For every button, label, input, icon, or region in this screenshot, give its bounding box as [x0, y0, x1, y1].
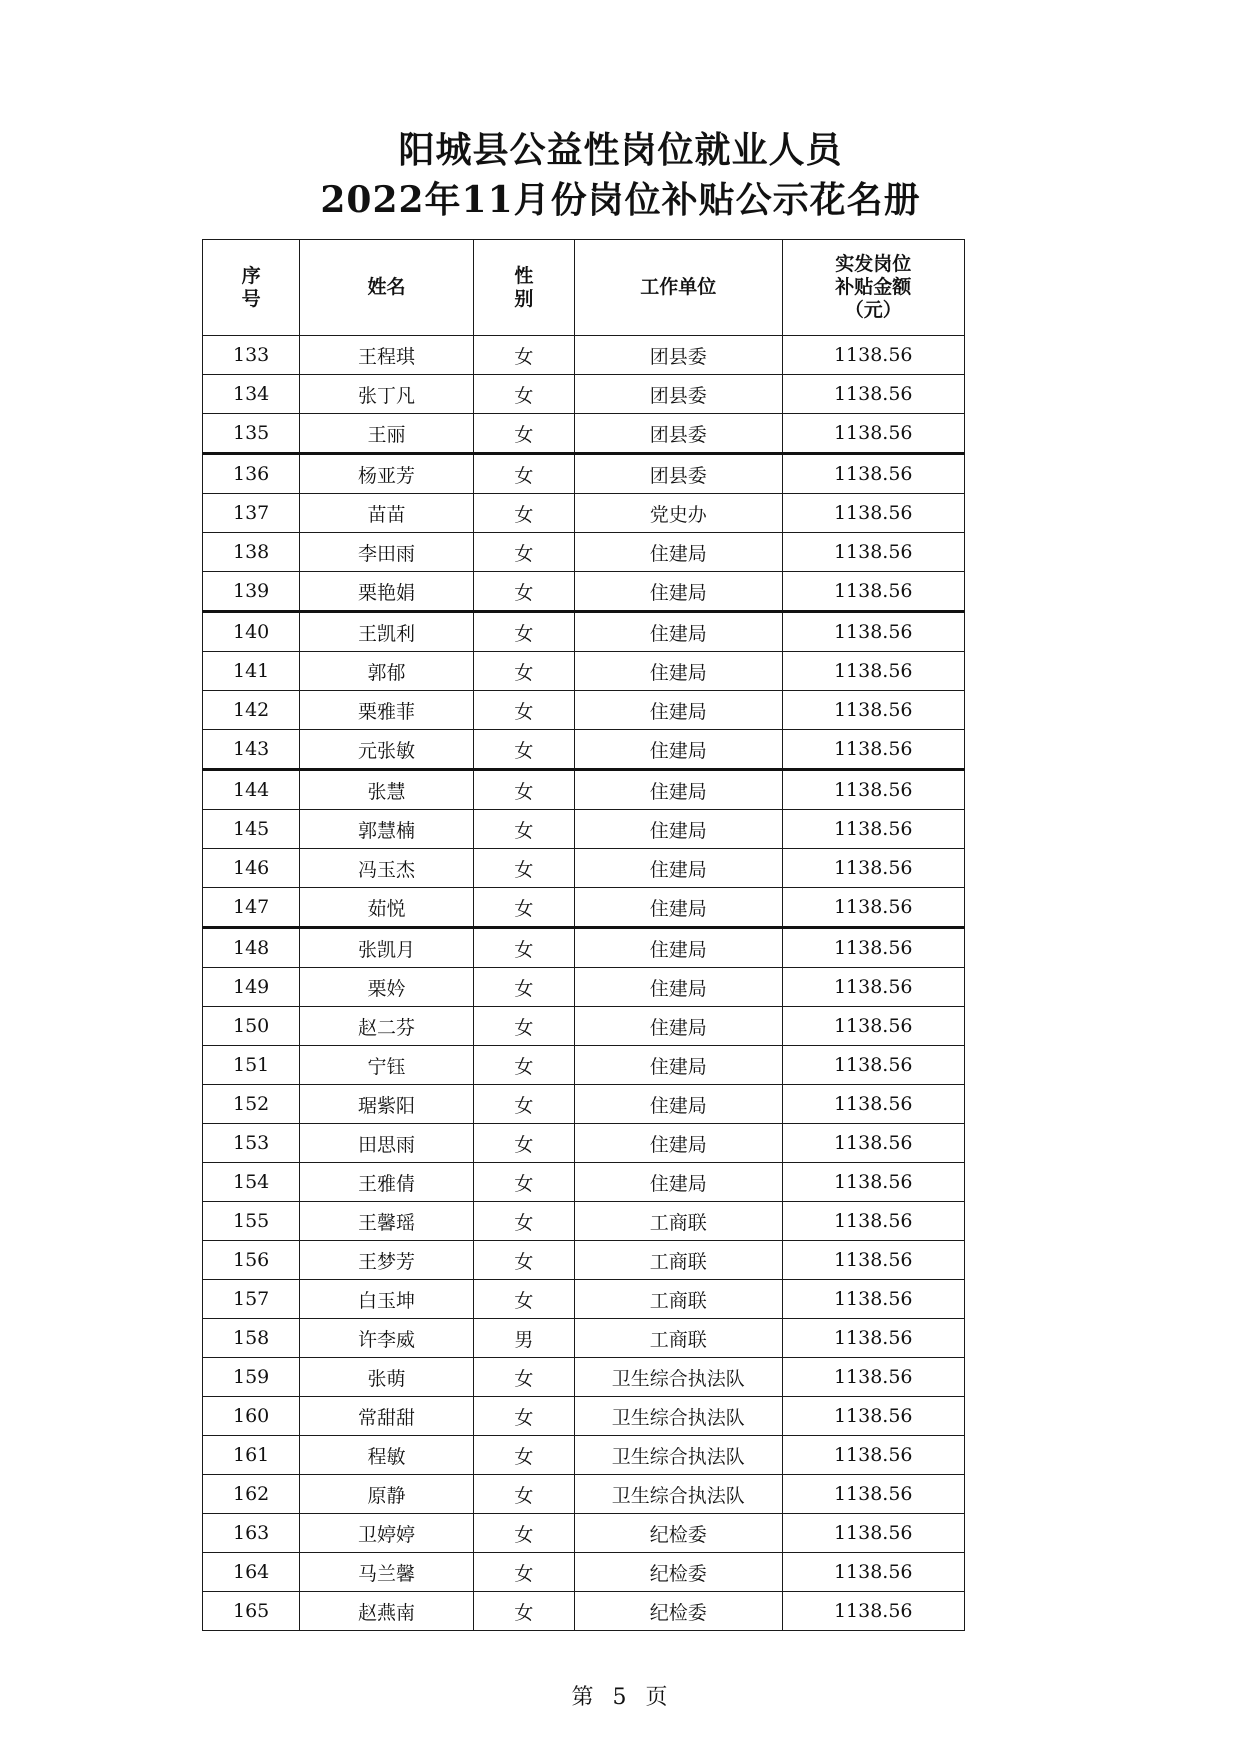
- cell-work-unit: 卫生综合执法队: [574, 1436, 782, 1475]
- header-amount-line2: 补贴金额: [835, 276, 912, 298]
- cell-name: 王雅倩: [300, 1163, 473, 1202]
- cell-serial-number: 165: [203, 1592, 300, 1631]
- cell-work-unit: 纪检委: [574, 1592, 782, 1631]
- cell-serial-number: 160: [203, 1397, 300, 1436]
- cell-name: 马兰馨: [300, 1553, 473, 1592]
- cell-work-unit: 住建局: [574, 533, 782, 572]
- cell-gender: 女: [473, 730, 574, 770]
- cell-work-unit: 纪检委: [574, 1514, 782, 1553]
- cell-work-unit: 住建局: [574, 1124, 782, 1163]
- cell-subsidy-amount: 1138.56: [782, 336, 965, 375]
- cell-subsidy-amount: 1138.56: [782, 1124, 965, 1163]
- table-row: [203, 612, 965, 652]
- cell-work-unit: 工商联: [574, 1202, 782, 1241]
- cell-gender: 女: [473, 1007, 574, 1046]
- cell-serial-number: 135: [203, 414, 300, 454]
- cell-name: 王凯利: [300, 612, 473, 652]
- cell-work-unit: 卫生综合执法队: [574, 1397, 782, 1436]
- cell-work-unit: 团县委: [574, 454, 782, 494]
- cell-name: 栗妗: [300, 968, 473, 1007]
- cell-gender: 女: [473, 1124, 574, 1163]
- cell-subsidy-amount: 1138.56: [782, 1046, 965, 1085]
- cell-subsidy-amount: 1138.56: [782, 1163, 965, 1202]
- cell-name: 茹悦: [300, 888, 473, 928]
- cell-name: 宁钰: [300, 1046, 473, 1085]
- cell-subsidy-amount: 1138.56: [782, 1007, 965, 1046]
- cell-name: 郭郁: [300, 652, 473, 691]
- table-row: [203, 1280, 965, 1319]
- header-subsidy-amount: [782, 240, 965, 336]
- table-row: [203, 1124, 965, 1163]
- cell-name: 田思雨: [300, 1124, 473, 1163]
- cell-work-unit: 住建局: [574, 888, 782, 928]
- table-row: [203, 1358, 965, 1397]
- cell-gender: 女: [473, 454, 574, 494]
- cell-serial-number: 161: [203, 1436, 300, 1475]
- cell-subsidy-amount: 1138.56: [782, 1319, 965, 1358]
- table-row: [203, 1553, 965, 1592]
- cell-serial-number: 141: [203, 652, 300, 691]
- cell-name: 原静: [300, 1475, 473, 1514]
- header-serial-line1: 序: [241, 264, 261, 287]
- cell-name: 王程琪: [300, 336, 473, 375]
- cell-work-unit: 住建局: [574, 1046, 782, 1085]
- cell-subsidy-amount: 1138.56: [782, 1397, 965, 1436]
- cell-name: 张丁凡: [300, 375, 473, 414]
- table-row: [203, 336, 965, 375]
- cell-serial-number: 134: [203, 375, 300, 414]
- document-title-line2: 2022年11月份岗位补贴公示花名册: [320, 179, 921, 221]
- cell-subsidy-amount: 1138.56: [782, 730, 965, 770]
- cell-serial-number: 155: [203, 1202, 300, 1241]
- cell-subsidy-amount: 1138.56: [782, 1592, 965, 1631]
- table-row: [203, 1085, 965, 1124]
- cell-gender: 女: [473, 612, 574, 652]
- table-row: [203, 1163, 965, 1202]
- document-title-line1: 阳城县公益性岗位就业人员: [398, 129, 843, 171]
- cell-subsidy-amount: 1138.56: [782, 652, 965, 691]
- cell-gender: 女: [473, 1085, 574, 1124]
- cell-serial-number: 159: [203, 1358, 300, 1397]
- cell-gender: 女: [473, 928, 574, 968]
- cell-name: 琚紫阳: [300, 1085, 473, 1124]
- cell-work-unit: 住建局: [574, 810, 782, 849]
- header-work-unit: 工作单位: [574, 240, 782, 336]
- cell-serial-number: 148: [203, 928, 300, 968]
- cell-gender: 女: [473, 1436, 574, 1475]
- cell-name: 杨亚芳: [300, 454, 473, 494]
- cell-gender: 女: [473, 1241, 574, 1280]
- cell-work-unit: 团县委: [574, 375, 782, 414]
- table-row: [203, 1397, 965, 1436]
- cell-gender: 女: [473, 1046, 574, 1085]
- cell-subsidy-amount: 1138.56: [782, 849, 965, 888]
- cell-work-unit: 住建局: [574, 691, 782, 730]
- header-name: 姓名: [300, 240, 473, 336]
- cell-serial-number: 152: [203, 1085, 300, 1124]
- cell-gender: 女: [473, 770, 574, 810]
- table-row: [203, 928, 965, 968]
- cell-subsidy-amount: 1138.56: [782, 888, 965, 928]
- cell-work-unit: 住建局: [574, 1163, 782, 1202]
- footer-suffix: 页: [645, 1685, 670, 1710]
- cell-serial-number: 150: [203, 1007, 300, 1046]
- cell-subsidy-amount: 1138.56: [782, 770, 965, 810]
- cell-serial-number: 142: [203, 691, 300, 730]
- table-row: [203, 1241, 965, 1280]
- cell-work-unit: 住建局: [574, 968, 782, 1007]
- cell-gender: 女: [473, 414, 574, 454]
- cell-subsidy-amount: 1138.56: [782, 1241, 965, 1280]
- table-row: [203, 572, 965, 612]
- cell-name: 元张敏: [300, 730, 473, 770]
- table-header-row: [203, 240, 965, 336]
- cell-name: 程敏: [300, 1436, 473, 1475]
- cell-serial-number: 136: [203, 454, 300, 494]
- cell-gender: 女: [473, 1475, 574, 1514]
- table-row: [203, 1319, 965, 1358]
- header-serial-number: [203, 240, 300, 336]
- table-row: [203, 1436, 965, 1475]
- cell-serial-number: 153: [203, 1124, 300, 1163]
- cell-name: 张凯月: [300, 928, 473, 968]
- cell-subsidy-amount: 1138.56: [782, 494, 965, 533]
- page-footer: [0, 1680, 1241, 1711]
- cell-subsidy-amount: 1138.56: [782, 1436, 965, 1475]
- cell-name: 李田雨: [300, 533, 473, 572]
- header-amount-line3: （元）: [844, 299, 902, 321]
- cell-name: 张慧: [300, 770, 473, 810]
- table-row: [203, 849, 965, 888]
- cell-work-unit: 住建局: [574, 770, 782, 810]
- footer-prefix: 第: [571, 1685, 596, 1710]
- cell-subsidy-amount: 1138.56: [782, 1280, 965, 1319]
- cell-subsidy-amount: 1138.56: [782, 414, 965, 454]
- cell-serial-number: 162: [203, 1475, 300, 1514]
- table-row: [203, 968, 965, 1007]
- cell-gender: 女: [473, 375, 574, 414]
- cell-gender: 男: [473, 1319, 574, 1358]
- roster-table: [202, 239, 965, 1631]
- table-row: [203, 1475, 965, 1514]
- cell-name: 冯玉杰: [300, 849, 473, 888]
- cell-work-unit: 纪检委: [574, 1553, 782, 1592]
- cell-subsidy-amount: 1138.56: [782, 1085, 965, 1124]
- cell-work-unit: 住建局: [574, 928, 782, 968]
- cell-subsidy-amount: 1138.56: [782, 928, 965, 968]
- cell-serial-number: 146: [203, 849, 300, 888]
- cell-serial-number: 164: [203, 1553, 300, 1592]
- cell-serial-number: 158: [203, 1319, 300, 1358]
- cell-work-unit: 住建局: [574, 849, 782, 888]
- cell-serial-number: 163: [203, 1514, 300, 1553]
- cell-subsidy-amount: 1138.56: [782, 810, 965, 849]
- table-row: [203, 414, 965, 454]
- cell-work-unit: 住建局: [574, 652, 782, 691]
- cell-serial-number: 145: [203, 810, 300, 849]
- cell-serial-number: 143: [203, 730, 300, 770]
- table-row: [203, 810, 965, 849]
- cell-work-unit: 党史办: [574, 494, 782, 533]
- cell-subsidy-amount: 1138.56: [782, 454, 965, 494]
- cell-gender: 女: [473, 691, 574, 730]
- cell-name: 常甜甜: [300, 1397, 473, 1436]
- table-row: [203, 888, 965, 928]
- cell-serial-number: 133: [203, 336, 300, 375]
- cell-gender: 女: [473, 336, 574, 375]
- cell-work-unit: 工商联: [574, 1241, 782, 1280]
- cell-gender: 女: [473, 652, 574, 691]
- cell-gender: 女: [473, 1592, 574, 1631]
- cell-work-unit: 卫生综合执法队: [574, 1475, 782, 1514]
- cell-name: 赵二芬: [300, 1007, 473, 1046]
- cell-name: 王丽: [300, 414, 473, 454]
- cell-subsidy-amount: 1138.56: [782, 533, 965, 572]
- cell-serial-number: 140: [203, 612, 300, 652]
- table-row: [203, 1007, 965, 1046]
- cell-name: 苗苗: [300, 494, 473, 533]
- header-gender: [473, 240, 574, 336]
- cell-work-unit: 住建局: [574, 1007, 782, 1046]
- cell-name: 赵燕南: [300, 1592, 473, 1631]
- table-row: [203, 691, 965, 730]
- cell-work-unit: 住建局: [574, 572, 782, 612]
- table-row: [203, 1514, 965, 1553]
- cell-work-unit: 工商联: [574, 1280, 782, 1319]
- cell-work-unit: 住建局: [574, 730, 782, 770]
- cell-gender: 女: [473, 494, 574, 533]
- cell-name: 张萌: [300, 1358, 473, 1397]
- roster-body: [203, 336, 965, 1631]
- cell-work-unit: 工商联: [574, 1319, 782, 1358]
- cell-name: 王馨瑶: [300, 1202, 473, 1241]
- cell-subsidy-amount: 1138.56: [782, 1202, 965, 1241]
- cell-subsidy-amount: 1138.56: [782, 1514, 965, 1553]
- cell-subsidy-amount: 1138.56: [782, 968, 965, 1007]
- cell-name: 卫婷婷: [300, 1514, 473, 1553]
- table-row: [203, 1202, 965, 1241]
- cell-gender: 女: [473, 1358, 574, 1397]
- cell-subsidy-amount: 1138.56: [782, 691, 965, 730]
- cell-name: 郭慧楠: [300, 810, 473, 849]
- cell-serial-number: 151: [203, 1046, 300, 1085]
- table-row: [203, 652, 965, 691]
- cell-gender: 女: [473, 810, 574, 849]
- cell-serial-number: 147: [203, 888, 300, 928]
- cell-gender: 女: [473, 533, 574, 572]
- header-serial-line2: 号: [241, 287, 261, 310]
- cell-name: 栗雅菲: [300, 691, 473, 730]
- cell-gender: 女: [473, 1397, 574, 1436]
- cell-name: 白玉坤: [300, 1280, 473, 1319]
- cell-subsidy-amount: 1138.56: [782, 572, 965, 612]
- table-row: [203, 494, 965, 533]
- cell-work-unit: 住建局: [574, 612, 782, 652]
- cell-gender: 女: [473, 968, 574, 1007]
- cell-serial-number: 156: [203, 1241, 300, 1280]
- cell-serial-number: 138: [203, 533, 300, 572]
- cell-serial-number: 149: [203, 968, 300, 1007]
- header-gender-line1: 性: [514, 264, 534, 287]
- cell-work-unit: 团县委: [574, 414, 782, 454]
- cell-serial-number: 137: [203, 494, 300, 533]
- cell-subsidy-amount: 1138.56: [782, 1475, 965, 1514]
- cell-name: 许李威: [300, 1319, 473, 1358]
- footer-page-number: 5: [612, 1685, 629, 1710]
- cell-subsidy-amount: 1138.56: [782, 1358, 965, 1397]
- table-row: [203, 375, 965, 414]
- cell-gender: 女: [473, 1280, 574, 1319]
- cell-subsidy-amount: 1138.56: [782, 612, 965, 652]
- cell-gender: 女: [473, 1202, 574, 1241]
- cell-work-unit: 卫生综合执法队: [574, 1358, 782, 1397]
- header-amount-line1: 实发岗位: [835, 253, 912, 275]
- cell-gender: 女: [473, 1163, 574, 1202]
- header-gender-line2: 别: [514, 287, 534, 310]
- cell-gender: 女: [473, 888, 574, 928]
- cell-work-unit: 团县委: [574, 336, 782, 375]
- cell-gender: 女: [473, 849, 574, 888]
- cell-serial-number: 144: [203, 770, 300, 810]
- cell-subsidy-amount: 1138.56: [782, 1553, 965, 1592]
- cell-gender: 女: [473, 572, 574, 612]
- cell-serial-number: 154: [203, 1163, 300, 1202]
- table-row: [203, 730, 965, 770]
- table-row: [203, 770, 965, 810]
- table-row: [203, 1592, 965, 1631]
- table-row: [203, 533, 965, 572]
- cell-serial-number: 139: [203, 572, 300, 612]
- cell-name: 栗艳娟: [300, 572, 473, 612]
- cell-subsidy-amount: 1138.56: [782, 375, 965, 414]
- cell-work-unit: 住建局: [574, 1085, 782, 1124]
- cell-name: 王梦芳: [300, 1241, 473, 1280]
- cell-serial-number: 157: [203, 1280, 300, 1319]
- cell-gender: 女: [473, 1514, 574, 1553]
- table-row: [203, 1046, 965, 1085]
- cell-gender: 女: [473, 1553, 574, 1592]
- table-row: [203, 454, 965, 494]
